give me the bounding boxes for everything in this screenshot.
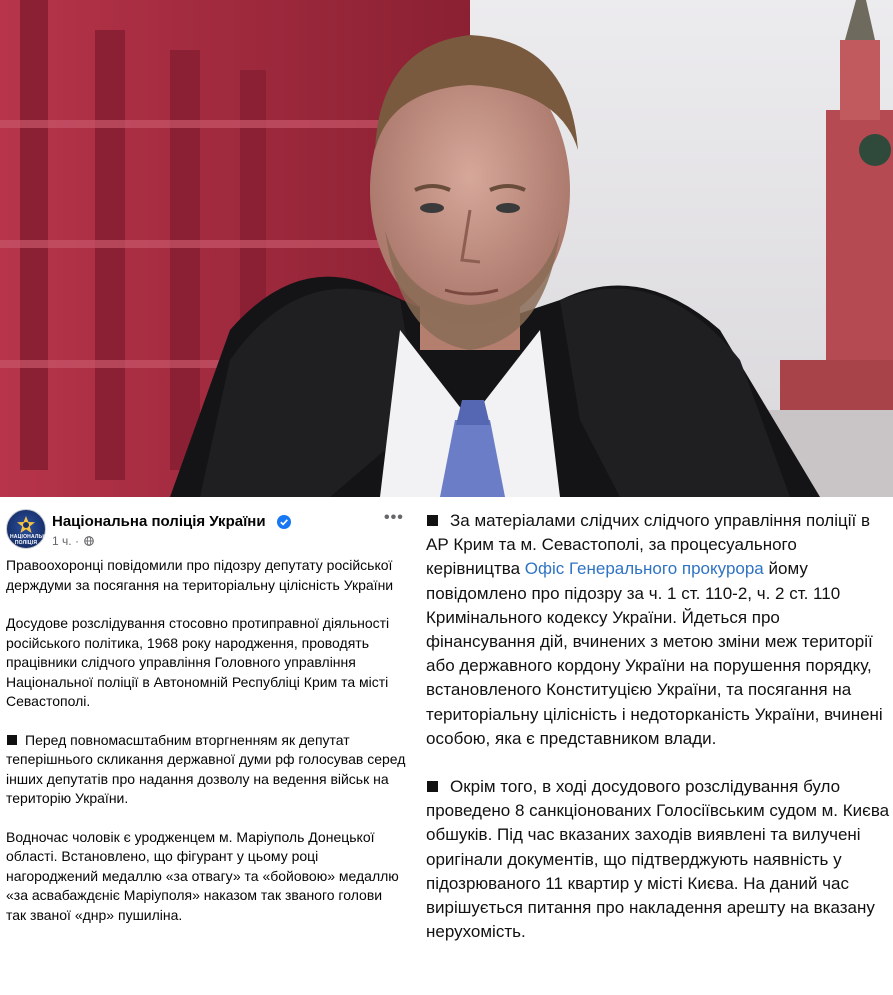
news-photo (0, 0, 893, 497)
facebook-post (0, 497, 410, 995)
verified-badge-icon (277, 515, 291, 529)
continuation-body (426, 509, 891, 968)
police-emblem-icon (16, 515, 36, 535)
post-meta (52, 534, 94, 548)
post-header (6, 507, 406, 551)
post-body (6, 556, 406, 944)
black-square-icon (427, 781, 438, 792)
separator: · (74, 534, 83, 548)
paragraph-text: йому повідомлено про підозру за ч. 1 ст. 110-2, ч. 2 ст. 110 Кримінального кодексу України. Йдеться про фінансування дій, вчинених з метою зміни меж території або державного кордону України на порушення порядку, встановленого Конституцією України, та посягання на територіальну цілісність і недоторканість України, вчинені особою, яка є представником влади. (426, 559, 883, 748)
page-name[interactable]: Національна поліція України (52, 513, 266, 530)
black-square-icon (427, 515, 438, 526)
post-paragraph: Правоохоронці повідомили про підозру депутату російської держдуми за посягання на територіальну цілісність України (6, 557, 394, 593)
globe-icon (84, 536, 94, 546)
continuation-paragraph (426, 509, 891, 751)
continuation-paragraph (426, 775, 891, 944)
post-time[interactable]: 1 ч. (52, 534, 72, 548)
post-paragraph: Досудове розслідування стосовно протиправної діяльності російського політика, 1968 року народження, проводять працівники слідчого управління Головного управління Національної поліції в Автономній Республіці Крим та місті Севастополі. (6, 615, 390, 709)
post-paragraph (6, 731, 406, 809)
black-square-icon (7, 735, 17, 745)
more-options-button[interactable]: ••• (384, 509, 404, 526)
paragraph-text: За матеріалами слідчих слідчого управління поліції в АР Крим та м. Севастополі, за процесуального керівництва (426, 511, 870, 579)
post-paragraph-text: Перед повномасштабним вторгненням як депутат теперішнього скликання державної думи рф голосував серед інших депутатів про надання дозволу на ведення військ на територію України. (6, 731, 406, 806)
post-paragraph: Водночас чоловік є уродженцем м. Маріуполь Донецької області. Встановлено, що фігурант у цьому році нагороджений медаллю «за отвагу» та «бойовою» медаллю «за асвабаждєніє Маріуполя» наказом так званого голови так званої «днр» пушиліна. (6, 828, 399, 923)
post-continuation (410, 497, 893, 995)
paragraph-text: Окрім того, в ході досудового розслідування було проведено 8 санкціонованих Голосіївським судом м. Києва обшуків. Під час вказаних заходів виявлені та вилучені оригінали документів, що підтверджують наявність у підозрюваного 11 квартир у місті Києва. На даний час вирішується питання про накладення арешту на вказану нерухомість. (426, 777, 890, 942)
page-avatar[interactable] (6, 509, 50, 549)
photo-illustration (0, 0, 893, 497)
prosecutor-office-link[interactable]: Офіс Генерального прокурора (524, 559, 764, 579)
avatar-caption: НАЦІОНАЛЬНА ПОЛІЦІЯ (10, 534, 50, 546)
